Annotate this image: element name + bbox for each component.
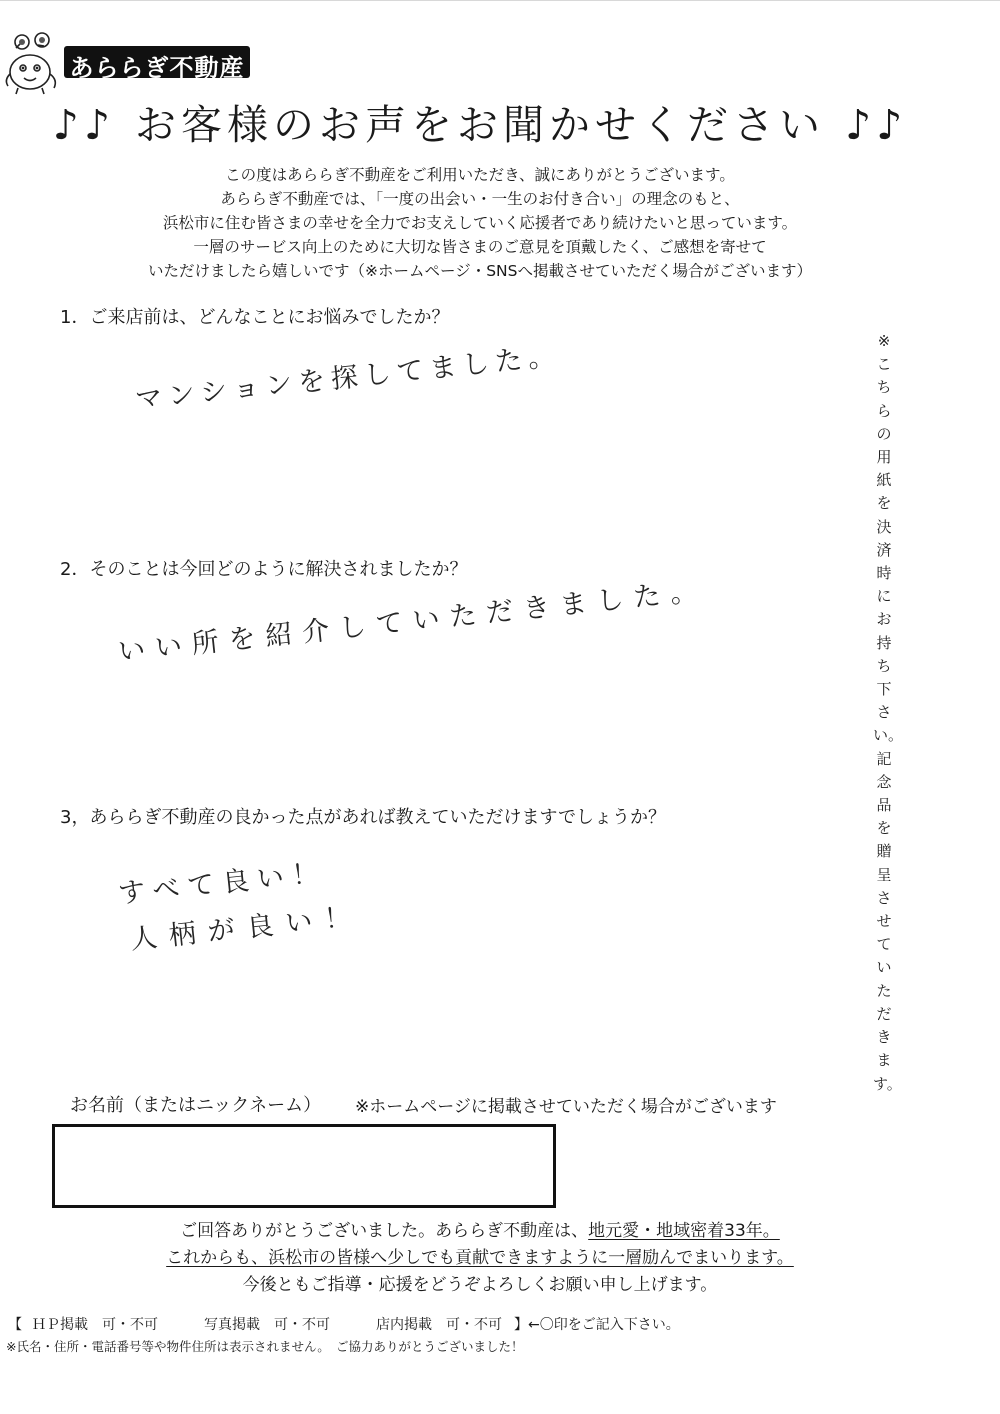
music-notes-right: ♪♪ — [845, 101, 908, 149]
intro-line: 浜松市に住む皆さまの幸せを全力でお支えしていく応援者であり続けたいと思っています。 — [162, 214, 798, 232]
page-title-text: お客様のお声をお聞かせください — [135, 101, 825, 149]
consent-options — [8, 1314, 680, 1334]
intro-line: あららぎ不動産では、「一度の出会い・一生のお付き合い」の理念のもと、 — [220, 190, 740, 208]
intro-message — [60, 163, 900, 283]
privacy-footnote: ※氏名・住所・電話番号等や物件住所は表示されません。 ご協力ありがとうございました！ — [6, 1339, 524, 1354]
consent-bracket-open: 【 — [8, 1317, 22, 1333]
consent-instruction: 】←〇印をご記入下さい。 — [514, 1317, 680, 1333]
question-1: 1．ご来店前は、どんなことにお悩みでしたか？ — [60, 307, 450, 328]
answer-3-line-1[interactable]: すべて良い！ — [116, 857, 329, 910]
name-publish-note: ※ホームページに掲載させていただく場合がございます — [355, 1097, 777, 1117]
answer-3-line-2[interactable]: 人柄が良い！ — [128, 900, 365, 956]
closing-line-3: 今後ともご指導・応援をどうぞよろしくお願い申し上げます。 — [242, 1275, 718, 1295]
closing-message — [40, 1218, 920, 1299]
mascot-illustration — [2, 30, 66, 96]
intro-line: この度はあららぎ不動産をご利用いただき、誠にありがとうございます。 — [225, 166, 735, 184]
intro-line: いただけましたら嬉しいです（※ホームページ・SNSへ掲載させていただく場合がございます） — [148, 262, 812, 280]
music-notes-left: ♪♪ — [52, 101, 115, 149]
answer-2[interactable]: いい所を紹介していただきました。 — [116, 575, 709, 668]
company-logo-text: あららぎ不動産 — [69, 54, 245, 82]
closing-highlight: 地元愛・地域密着33年。 — [588, 1221, 780, 1241]
question-2: 2．そのことは今回どのように解決されましたか？ — [60, 559, 468, 580]
intro-line: 一層のサービス向上のために大切な皆さまのご意見を頂戴したく、ご感想を寄せて — [193, 238, 767, 256]
consent-photo[interactable]: 写真掲載 可・不可 — [204, 1317, 330, 1333]
name-label: お名前（またはニックネーム） — [70, 1095, 322, 1116]
question-3: 3，あららぎ不動産の良かった点があれば教えていただけますでしょうか？ — [60, 807, 666, 828]
name-input-box[interactable] — [52, 1124, 556, 1208]
side-note-vertical: ※こちらの用紙を決済時にお持ち下さい。記念品を贈呈させていただきます。 — [873, 332, 904, 1093]
consent-hp[interactable]: ＨＰ掲載 可・不可 — [32, 1317, 158, 1333]
closing-line-1 — [40, 1218, 920, 1245]
page-title — [0, 92, 960, 151]
closing-line-2: これからも、浜松市の皆様へ少しでも貢献できますように一層励んでまいります。 — [166, 1248, 794, 1268]
consent-store[interactable]: 店内掲載 可・不可 — [376, 1317, 502, 1333]
answer-1[interactable]: マンションを探してました。 — [133, 340, 563, 416]
closing-line-1-text: ご回答ありがとうございました。あららぎ不動産は、 — [180, 1221, 589, 1241]
company-logo — [64, 46, 250, 82]
